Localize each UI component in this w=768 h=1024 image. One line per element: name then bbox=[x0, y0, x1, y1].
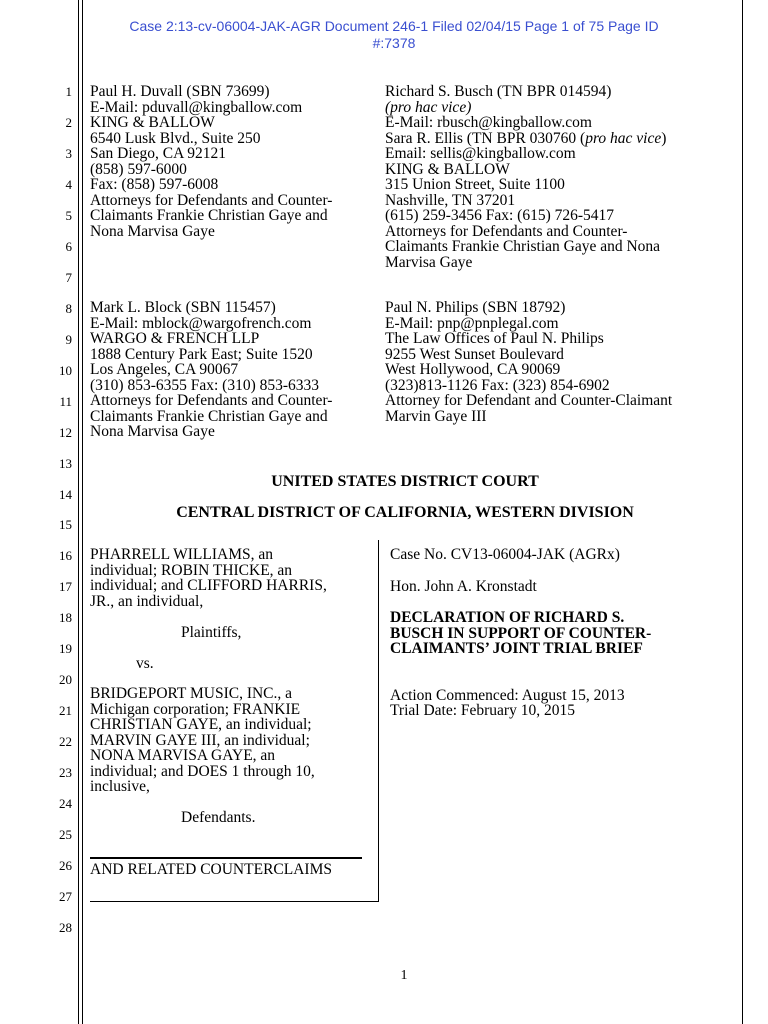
line-number: 15 bbox=[59, 517, 72, 532]
counsel-line: Attorneys for Defendants and Counter- bbox=[385, 222, 628, 240]
caption-box-bottom-border bbox=[90, 901, 379, 902]
filing-stamp bbox=[84, 18, 704, 52]
counsel-line: WARGO & FRENCH LLP bbox=[90, 330, 260, 347]
counsel-line: Mark L. Block (SBN 115457) bbox=[90, 299, 276, 316]
counsel-line: Claimants Frankie Christian Gaye and bbox=[90, 207, 328, 224]
counsel-line-pro-hac: (pro hac vice) bbox=[385, 98, 472, 116]
defendants-label: Defendants. bbox=[181, 808, 256, 826]
case-number: Case No. CV13-06004-JAK (AGRx) bbox=[390, 546, 620, 563]
line-number: 8 bbox=[65, 301, 72, 316]
ellis-suffix: ) bbox=[661, 129, 667, 147]
counsel-block-busch bbox=[385, 84, 666, 270]
plaintiffs-line: individual; ROBIN THICKE, an bbox=[90, 561, 293, 579]
counsel-line: Nona Marvisa Gaye bbox=[90, 423, 215, 440]
counsel-line: (615) 259-3456 Fax: (615) 726-5417 bbox=[385, 207, 615, 224]
counsel-line: Marvisa Gaye bbox=[385, 253, 473, 271]
page-number: 1 bbox=[400, 968, 408, 983]
line-number: 6 bbox=[65, 239, 72, 254]
line-number: 25 bbox=[59, 827, 72, 842]
document-title-line: CLAIMANTS’ JOINT TRIAL BRIEF bbox=[390, 640, 643, 657]
court-name: UNITED STATES DISTRICT COURT bbox=[271, 473, 539, 490]
line-number: 4 bbox=[65, 177, 72, 192]
line-number: 22 bbox=[59, 734, 72, 749]
line-number: 2 bbox=[65, 115, 72, 130]
counsel-block-duvall bbox=[90, 84, 332, 239]
line-number: 14 bbox=[59, 487, 72, 502]
counsel-line: Email: sellis@kingballow.com bbox=[385, 145, 576, 162]
line-number: 12 bbox=[59, 425, 72, 440]
counsel-block-philips bbox=[385, 300, 672, 424]
counsel-line: E-Mail: mblock@wargofrench.com bbox=[90, 314, 312, 332]
line-number: 16 bbox=[59, 548, 72, 563]
counsel-line: KING & BALLOW bbox=[385, 160, 510, 178]
line-number: 26 bbox=[59, 858, 72, 873]
right-margin-rule bbox=[742, 0, 743, 1024]
defendants-line: inclusive, bbox=[90, 778, 150, 795]
line-number: 18 bbox=[59, 610, 72, 625]
counsel-line: Paul N. Philips (SBN 18792) bbox=[385, 299, 566, 316]
counsel-line: E-Mail: pnp@pnplegal.com bbox=[385, 314, 559, 332]
line-number: 24 bbox=[59, 796, 72, 811]
document-title-line: DECLARATION OF RICHARD S. bbox=[390, 609, 625, 626]
trial-date: Trial Date: February 10, 2015 bbox=[390, 702, 575, 719]
counsel-line: (323)813-1126 Fax: (323) 854-6902 bbox=[385, 376, 610, 394]
plaintiffs-label: Plaintiffs, bbox=[181, 624, 242, 641]
counsel-line: The Law Offices of Paul N. Philips bbox=[385, 330, 604, 347]
line-number: 19 bbox=[59, 641, 72, 656]
counsel-line: Marvin Gaye III bbox=[385, 407, 487, 425]
line-number: 5 bbox=[65, 208, 72, 223]
line-number: 1 bbox=[65, 84, 72, 99]
counsel-line: E-Mail: pduvall@kingballow.com bbox=[90, 98, 303, 116]
line-number: 10 bbox=[59, 363, 72, 378]
plaintiffs-line: PHARRELL WILLIAMS, an bbox=[90, 546, 273, 563]
caption-parties bbox=[90, 547, 380, 878]
action-commenced: Action Commenced: August 15, 2013 bbox=[390, 686, 625, 704]
counsel-line: Los Angeles, CA 90067 bbox=[90, 361, 239, 378]
counsel-line: E-Mail: rbusch@kingballow.com bbox=[385, 114, 592, 131]
counsel-line: Claimants Frankie Christian Gaye and bbox=[90, 407, 328, 425]
plaintiffs-line: JR., an individual, bbox=[90, 592, 204, 610]
counsel-line: KING & BALLOW bbox=[90, 114, 215, 131]
related-counterclaims: AND RELATED COUNTERCLAIMS bbox=[90, 861, 332, 878]
defendants-line: CHRISTIAN GAYE, an individual; bbox=[90, 716, 312, 733]
line-number: 21 bbox=[59, 703, 72, 718]
document-title-line: BUSCH IN SUPPORT OF COUNTER- bbox=[390, 624, 652, 642]
line-number: 17 bbox=[59, 579, 72, 594]
left-margin-rule-outer bbox=[78, 0, 79, 1024]
defendants-line: BRIDGEPORT MUSIC, INC., a bbox=[90, 685, 293, 702]
counsel-line: San Diego, CA 92121 bbox=[90, 145, 227, 162]
line-number: 27 bbox=[59, 889, 72, 904]
line-number: 20 bbox=[59, 672, 72, 687]
line-number: 3 bbox=[65, 146, 72, 161]
counsel-line: West Hollywood, CA 90069 bbox=[385, 361, 561, 378]
counsel-block-block bbox=[90, 300, 332, 440]
counsel-line: (310) 853-6355 Fax: (310) 853-6333 bbox=[90, 376, 320, 394]
counsel-line: Attorneys for Defendants and Counter- bbox=[90, 191, 333, 209]
counsel-line: Richard S. Busch (TN BPR 014594) bbox=[385, 83, 612, 100]
defendants-line: NONA MARVISA GAYE, an bbox=[90, 747, 276, 764]
filing-stamp-line-1: Case 2:13-cv-06004-JAK-AGR Document 246-1 Filed 02/04/15 Page 1 of 75 Page ID bbox=[129, 18, 659, 34]
line-number: 28 bbox=[59, 920, 72, 935]
line-number: 7 bbox=[65, 270, 72, 285]
counsel-line-ellis bbox=[385, 131, 666, 147]
counsel-line: 315 Union Street, Suite 1100 bbox=[385, 176, 565, 193]
filing-stamp-line-2: #:7378 bbox=[372, 35, 416, 51]
caption-box-right-border bbox=[378, 540, 379, 902]
judge-name: Hon. John A. Kronstadt bbox=[390, 577, 537, 595]
counsel-line: Nona Marvisa Gaye bbox=[90, 222, 215, 240]
counsel-line: 1888 Century Park East; Suite 1520 bbox=[90, 345, 313, 363]
counsel-line: 6540 Lusk Blvd., Suite 250 bbox=[90, 129, 261, 147]
caption-case-info bbox=[390, 547, 720, 719]
counsel-line: Fax: (858) 597-6008 bbox=[90, 176, 219, 193]
left-margin-rule-inner bbox=[82, 0, 83, 1024]
ellis-pro-hac: pro hac vice bbox=[585, 129, 662, 147]
defendants-line: Michigan corporation; FRANKIE bbox=[90, 700, 301, 718]
ellis-prefix: Sara R. Ellis (TN BPR 030760 ( bbox=[385, 129, 586, 147]
defendants-line: individual; and DOES 1 through 10, bbox=[90, 762, 315, 780]
line-number: 11 bbox=[59, 394, 72, 409]
caption-separator-line bbox=[90, 857, 362, 859]
line-number: 13 bbox=[59, 456, 72, 471]
court-district: CENTRAL DISTRICT OF CALIFORNIA, WESTERN DIVISION bbox=[176, 504, 634, 521]
defendants-line: MARVIN GAYE III, an individual; bbox=[90, 731, 310, 749]
counsel-line: Attorney for Defendant and Counter-Claimant bbox=[385, 392, 673, 409]
line-number: 23 bbox=[59, 765, 72, 780]
versus-label: vs. bbox=[136, 654, 154, 672]
counsel-line: (858) 597-6000 bbox=[90, 160, 187, 178]
counsel-line: Nashville, TN 37201 bbox=[385, 191, 516, 209]
plaintiffs-line: individual; and CLIFFORD HARRIS, bbox=[90, 577, 327, 594]
counsel-line: 9255 West Sunset Boulevard bbox=[385, 345, 564, 363]
counsel-line: Attorneys for Defendants and Counter- bbox=[90, 392, 333, 409]
line-number: 9 bbox=[65, 332, 72, 347]
counsel-line: Paul H. Duvall (SBN 73699) bbox=[90, 83, 270, 100]
counsel-line: Claimants Frankie Christian Gaye and Nona bbox=[385, 238, 661, 255]
